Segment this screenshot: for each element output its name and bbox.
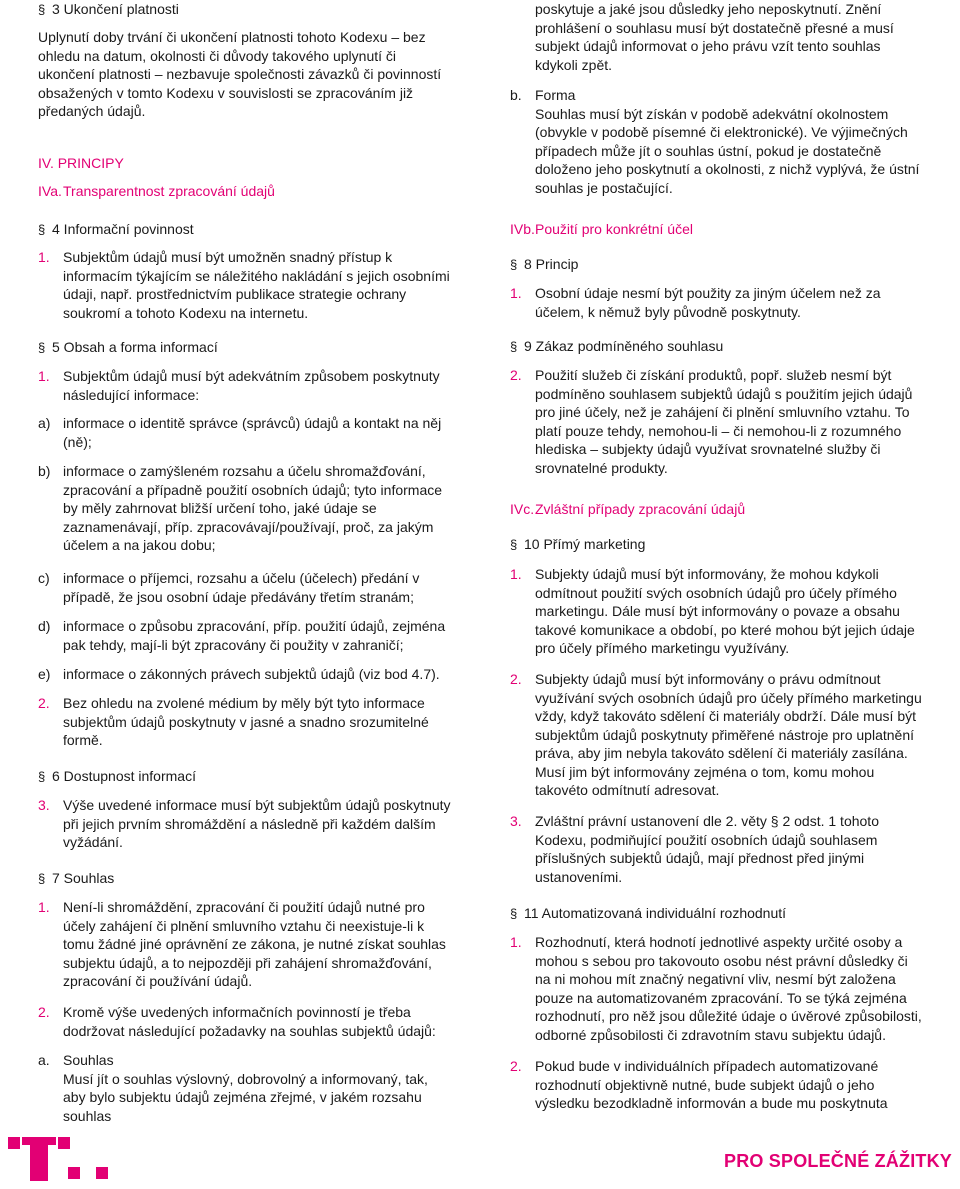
section-4-heading: § 4 Informační povinnost xyxy=(38,220,194,240)
chapter-ivc-heading: IVc. Zvláštní případy zpracování údajů xyxy=(510,501,746,517)
section-10-item-1: 1. Subjekty údajů musí být informovány, že mohou kdykoli odmítnout použití svých osobních údajů pro účely přímého marketingu. Dále musí být informovány o povaze a obsahu takové komunikace a období, po které mohou být jejich údaje pro účely přímého marketingu využívány. xyxy=(510,566,915,656)
chapter-ivb-heading: IVb. Použití pro konkrétní účel xyxy=(510,221,693,237)
section-5-item-d: d) informace o způsobu zpracování, příp. použití údajů, zejména pak tehdy, mají-li být zpracovány či použity v zahraničí; xyxy=(38,618,446,653)
section-sign-icon: § xyxy=(38,871,46,886)
chapter-iv-heading: IV. PRINCIPY xyxy=(38,155,124,171)
section-5-item-2: 2. Bez ohledu na zvolené médium by měly být tyto informace subjektům údajů poskytnuty v jasné a snadno srozumitelné formě. xyxy=(38,695,429,748)
section-3-text: Uplynutí doby trvání či ukončení platnosti tohoto Kodexu – bez ohledu na datum, okolnosti či důvody takového uplynutí či ukončení platnosti – nezbavuje společnosti závazků či povinností obsažených v tomto Kodexu v souvislosti se zpracováním již předaných údajů. xyxy=(38,29,442,119)
section-5-item-e: e) informace o zákonných právech subjektů údajů (viz bod 4.7). xyxy=(38,666,440,682)
section-sign-icon: § xyxy=(510,537,518,552)
section-3-heading: § 3 Ukončení platnosti xyxy=(38,0,179,20)
section-8-heading: § 8 Princip xyxy=(510,255,578,275)
section-10-item-3: 3. Zvláštní právní ustanovení dle 2. věty § 2 odst. 1 tohoto Kodexu, podmiňující použití osobních údajů souhlasem příslušných subjektů údajů, mají přednost před jinými ustanoveními. xyxy=(510,813,879,885)
consent-continuation: poskytuje a jaké jsou důsledky jeho neposkytnutí. Znění prohlášení o souhlasu musí být dostatečně přesné a musí subjekt údajů informovat o jeho právu vzít tento souhlas kdykoli zpět. xyxy=(535,1,894,73)
section-6-heading: § 6 Dostupnost informací xyxy=(38,767,196,787)
section-7-item-a: a. Souhlas Musí jít o souhlas výslovný, dobrovolný a informovaný, tak, aby bylo subjektu údajů zejména zřejmé, v jakém rozsahu souhlas xyxy=(38,1051,452,1125)
section-5-item-1: 1. Subjektům údajů musí být adekvátním způsobem poskytnuty následující informace: xyxy=(38,368,440,403)
section-9-heading: § 9 Zákaz podmíněného souhlasu xyxy=(510,337,723,357)
section-5-heading: § 5 Obsah a forma informací xyxy=(38,338,218,358)
section-11-heading: § 11 Automatizovaná individuální rozhodnutí xyxy=(510,904,786,924)
section-sign-icon: § xyxy=(38,340,46,355)
section-11-item-1: 1. Rozhodnutí, která hodnotí jednotlivé aspekty určité osoby a mohou s sebou pro takovouto osobu nést právní důsledky či na ni mohou mít značný negativní vliv, nesmí být založena pouze na automatizovaném zpracování. To se týká zejména rozhodnutí, pro něž jsou důležité údaje o úvěrové způsobilosti, odborné způsobilosti či zdravotním stavu subjektu údajů. xyxy=(510,934,922,1043)
section-sign-icon: § xyxy=(38,222,46,237)
section-6-item-3: 3. Výše uvedené informace musí být subjektům údajů poskytnuty při jejich prvním shromáždění a následně při každém dalším vyžádání. xyxy=(38,797,451,850)
section-8-item-1: 1. Osobní údaje nesmí být použity za jiným účelem než za účelem, k němuž byly původně poskytnuty. xyxy=(510,285,881,320)
section-5-item-c: c) informace o příjemci, rozsahu a účelu (účelech) předání v případě, že jsou osobní údaje předávány třetím stranám; xyxy=(38,570,420,605)
section-7-item-2: 2. Kromě výše uvedených informačních povinností je třeba dodržovat následující požadavky na souhlas subjektů údajů: xyxy=(38,1004,436,1039)
section-sign-icon: § xyxy=(510,906,518,921)
consent-item-b: b. Forma Souhlas musí být získán v podobě adekvátní okolnostem (obvykle v podobě písemné či elektronické). Ve výjimečných případech může jít o souhlas ústní, pokud je dostatečně doloženo jeho poskytnutí a okolnosti, z nichž vyplývá, že ústní souhlas je postačující. xyxy=(510,86,922,197)
brand-tagline: PRO SPOLEČNÉ ZÁŽITKY xyxy=(723,1151,952,1171)
form-subtitle: Forma xyxy=(535,87,576,103)
section-7-item-1: 1. Není-li shromáždění, zpracování či použití údajů nutné pro účely zahájení či plnění smluvního vztahu či neexistuje-li k tomu žádné jiné oprávnění ze zákona, je nutné získat souhlas subjektu údajů, a to nejpozději při zahájení shromažďování, zpracování či používání údajů. xyxy=(38,899,446,989)
section-sign-icon: § xyxy=(38,769,46,784)
section-5-item-a: a) informace o identitě správce (správců) údajů a kontakt na něj (ně); xyxy=(38,415,442,450)
section-10-item-2: 2. Subjekty údajů musí být informovány o právu odmítnout využívání svých osobních údajů pro účely přímého marketingu vždy, když takováto sdělení či materiály obdrží. Dále musí být subjektům údajů poskytnuty přiměřené nástroje pro uplatnění práva, aby jim nebyla takováto sdělení či materiály zasílána. Musí jim být informovány zejména o tom, komu mohou takovéto odmítnutí adresovat. xyxy=(510,671,922,798)
section-4-item-1: 1. Subjektům údajů musí být umožněn snadný přístup k informacím týkajícím se náležitého nakládání s jejich osobními údaji, např. prostřednictvím publikace strategie ochrany soukromí a tohoto Kodexu na internetu. xyxy=(38,249,450,321)
section-10-heading: § 10 Přímý marketing xyxy=(510,535,645,555)
section-sign-icon: § xyxy=(38,2,46,17)
section-5-item-b: b) informace o zamýšleném rozsahu a účelu shromažďování, zpracování a případně použití osobních údajů; tyto informace by měly zahrnovat bližší určení toho, jaké údaje se zaznamenávají, příp. zpracovávají/používají, proč, za jakým účelem a na jakou dobu; xyxy=(38,463,443,553)
section-sign-icon: § xyxy=(510,257,518,272)
chapter-iva-heading: IVa. Transparentnost zpracování údajů xyxy=(38,183,275,199)
section-7-heading: § 7 Souhlas xyxy=(38,869,114,889)
telekom-t-logo-icon xyxy=(8,1137,118,1181)
section-9-item-2: 2. Použití služeb či získání produktů, popř. služeb nesmí být podmíněno souhlasem subjektů údajů s použitím jejich údajů pro jiné účely, než je zahájení či plnění smluvního vztahu. To platí pouze tehdy, nemohou-li – či nemohou-li z rozumného hlediska – subjekty údajů využívat srovnatelné služby či srovnatelné produkty. xyxy=(510,367,913,476)
section-11-item-2: 2. Pokud bude v individuálních případech automatizované rozhodnutí objektivně nutné, bude subjekt údajů o jeho výsledku bezodkladně informován a bude mu poskytnuta xyxy=(510,1058,888,1111)
section-sign-icon: § xyxy=(510,339,518,354)
consent-subtitle: Souhlas xyxy=(63,1052,114,1068)
